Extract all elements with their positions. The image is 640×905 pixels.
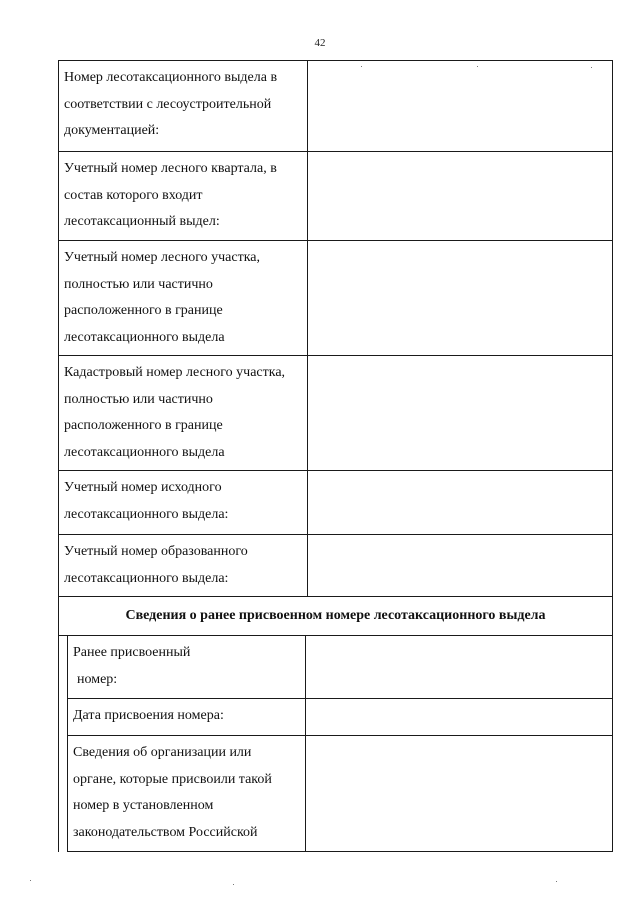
- field-value[interactable]: [306, 636, 612, 698]
- label-line: органе, которые присвоили такой: [73, 771, 272, 787]
- label-line: номер:: [77, 671, 118, 687]
- table-row: [59, 356, 612, 471]
- table-row: [59, 152, 612, 241]
- field-label: [59, 241, 308, 355]
- field-value[interactable]: [306, 699, 612, 735]
- section-header: Сведения о ранее присвоенном номере лесотаксационного выдела: [59, 597, 612, 636]
- field-label: [59, 356, 308, 470]
- field-value[interactable]: [308, 356, 612, 470]
- field-value[interactable]: [308, 152, 612, 240]
- table-row: [59, 471, 612, 535]
- label-line: полностью или частично: [64, 276, 213, 292]
- table-row: [67, 636, 612, 699]
- label-line: лесотаксационный выдел:: [64, 214, 220, 229]
- scan-speck: [361, 66, 362, 67]
- scan-speck: [591, 67, 592, 68]
- label-line: Учетный номер лесного квартала, в: [64, 161, 277, 176]
- field-label: [67, 736, 306, 851]
- label-line: лесотаксационного выдела:: [64, 506, 229, 522]
- label-line: Учетный номер лесного участка,: [64, 250, 261, 265]
- field-value[interactable]: [308, 535, 612, 596]
- label-line: Кадастровый номер лесного участка,: [64, 365, 286, 380]
- table-row: [59, 241, 612, 356]
- field-label: [59, 152, 308, 240]
- label-line: Ранее присвоенный: [73, 645, 191, 660]
- field-value[interactable]: [308, 241, 612, 355]
- label-line: расположенного в границе: [64, 418, 223, 433]
- label-line: расположенного в границе: [64, 303, 223, 318]
- scan-speck: [556, 881, 557, 882]
- label-line: лесотаксационного выдела:: [64, 570, 229, 586]
- label-line: Учетный номер исходного: [64, 480, 222, 495]
- label-line: документацией:: [64, 123, 160, 138]
- label-line: Учетный номер образованного: [64, 544, 248, 559]
- scan-speck: [477, 66, 478, 67]
- label-line: полностью или частично: [64, 391, 213, 407]
- table-row: [59, 535, 612, 597]
- label-line: номер в установленном: [73, 798, 214, 813]
- field-value[interactable]: [308, 61, 612, 151]
- field-value[interactable]: [306, 736, 612, 851]
- field-label: [67, 636, 306, 698]
- sub-table: [59, 636, 612, 852]
- field-label: [59, 535, 308, 596]
- label-line: лесотаксационного выдела: [64, 329, 225, 345]
- field-label: [67, 699, 306, 735]
- page-number: 42: [314, 37, 326, 49]
- form-table: [58, 60, 613, 852]
- field-value[interactable]: [308, 471, 612, 534]
- label-line: лесотаксационного выдела: [64, 444, 225, 460]
- field-label: [59, 61, 308, 151]
- label-line: соответствии с лесоустроительной: [64, 96, 272, 112]
- table-row: [67, 736, 612, 852]
- scan-speck: [233, 884, 234, 885]
- label-line: Дата присвоения номера:: [73, 708, 224, 723]
- table-row: [59, 61, 612, 152]
- scan-speck: [30, 880, 31, 881]
- label-line: Сведения об организации или: [73, 745, 252, 760]
- label-line: Номер лесотаксационного выдела в: [64, 70, 278, 85]
- label-line: законодательством Российской: [73, 824, 258, 840]
- field-label: [59, 471, 308, 534]
- table-row: [67, 699, 612, 736]
- label-line: состав которого входит: [64, 187, 203, 203]
